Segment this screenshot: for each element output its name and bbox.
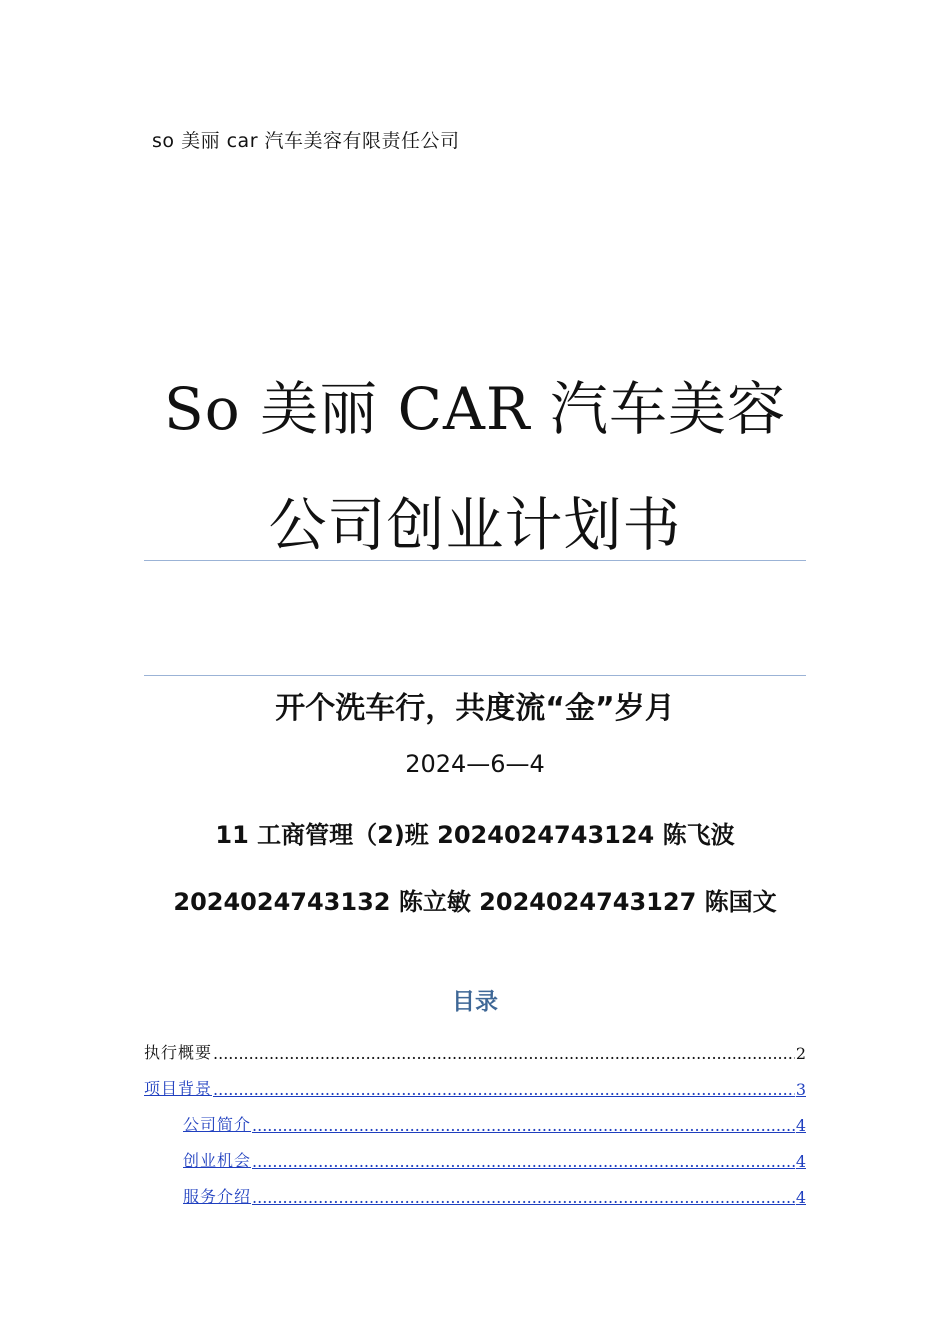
toc-heading: 目录: [452, 989, 498, 1015]
toc-item-project-background[interactable]: [144, 1063, 806, 1099]
toc-item-page: 4: [795, 1116, 806, 1135]
company-header: so 美丽 car 汽车美容有限责任公司: [152, 130, 460, 152]
toc-item-executive-summary[interactable]: [144, 1027, 806, 1063]
authors-line-1: 11 工商管理（2)班 2024024743124 陈飞波: [215, 821, 735, 849]
toc-item-page: 2: [795, 1044, 806, 1063]
toc-item-page: 4: [795, 1152, 806, 1171]
toc-leader-dots: [252, 1152, 795, 1171]
document-subtitle: 开个洗车行，共度流“金”岁月: [275, 691, 675, 726]
title-divider-top: [144, 560, 806, 561]
authors-line-2: 2024024743132 陈立敏 2024024743127 陈国文: [173, 888, 777, 916]
toc-item-page: 3: [795, 1080, 806, 1099]
toc-item-label: 执行概要: [144, 1043, 213, 1062]
toc-item-page: 4: [795, 1188, 806, 1207]
toc-item-label: 公司简介: [183, 1115, 252, 1134]
document-title-line-1: So 美丽 CAR 汽车美容: [164, 375, 786, 443]
toc-item-business-opportunity[interactable]: [144, 1135, 806, 1171]
toc-leader-dots: [252, 1188, 795, 1207]
document-date: 2024—6—4: [405, 750, 545, 778]
toc-leader-dots: [252, 1116, 795, 1135]
toc-item-service-intro[interactable]: [144, 1171, 806, 1207]
toc-item-label: 服务介绍: [183, 1187, 252, 1206]
toc-item-label: 创业机会: [183, 1151, 252, 1170]
toc-item-company-intro[interactable]: [144, 1099, 806, 1135]
document-title-line-2: 公司创业计划书: [268, 491, 682, 559]
table-of-contents: [144, 1027, 806, 1207]
toc-leader-dots: [213, 1080, 795, 1099]
toc-item-label: 项目背景: [144, 1079, 213, 1098]
toc-leader-dots: [213, 1044, 795, 1063]
title-divider-bottom: [144, 675, 806, 676]
